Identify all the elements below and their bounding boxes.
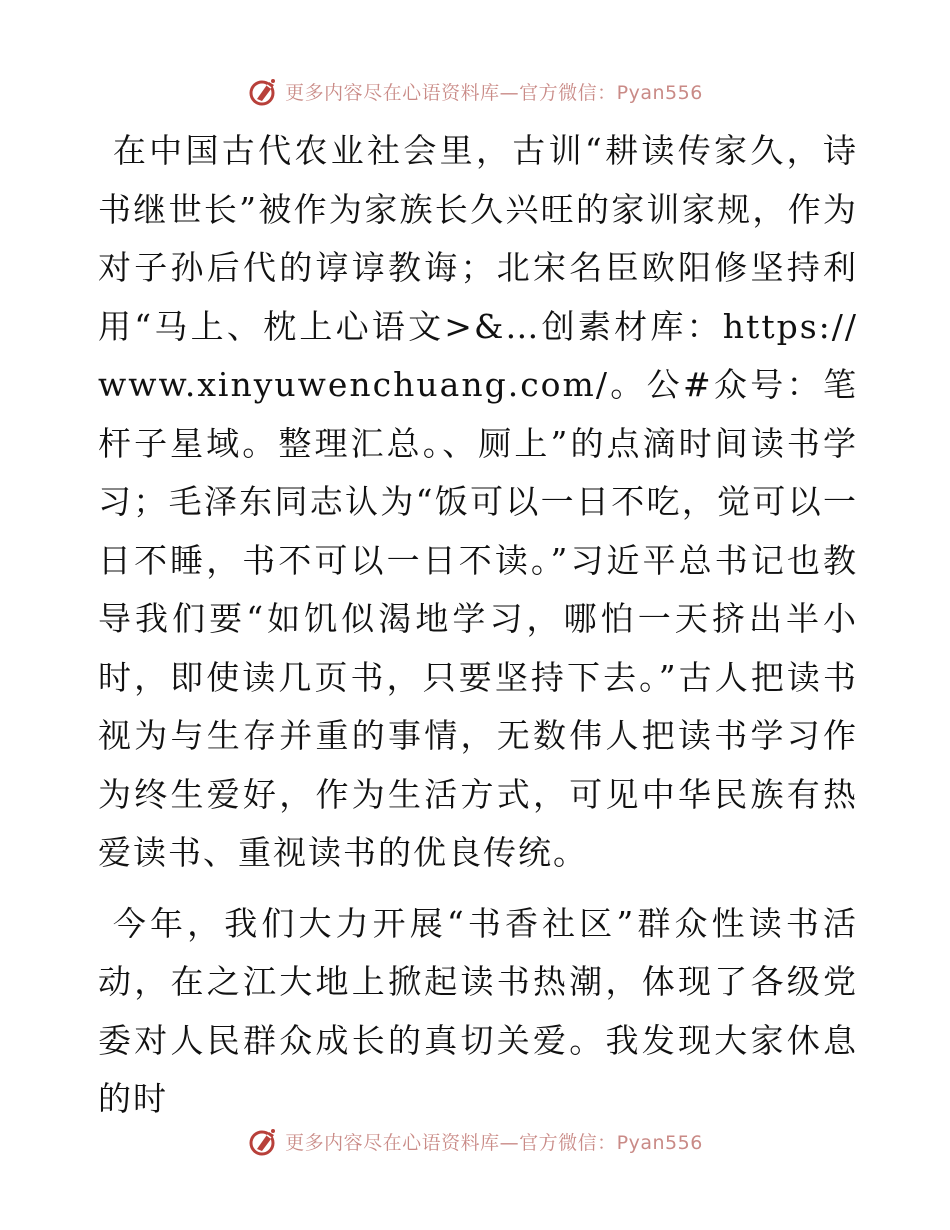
pen-nib-logo-icon [247,74,281,108]
footer-watermark-text: 更多内容尽在心语资料库—官方微信：Pyan556 [285,1131,703,1154]
paragraph-2: 今年，我们大力开展“书香社区”群众性读书活动，在之江大地上掀起读书热潮，体现了各级党委对人民群众成长的真切关爱。我发现大家休息的时 [98,903,858,1118]
document-body [98,122,858,1129]
pen-nib-logo-icon [247,1124,281,1158]
footer-watermark-banner [0,1124,950,1158]
paragraph-1: 在中国古代农业社会里，古训“耕读传家久，诗书继世长”被作为家族长久兴旺的家训家规，作为对子孙后代的谆谆教诲；北宋名臣欧阳修坚持利用“马上、枕上心语文>&…创素材库：https://www.xinyuwenchuang.com/。公#众号：笔杆子星域。整理汇总。、厕上”的点滴时间读书学习；毛泽东同志认为“饭可以一日不吃，觉可以一日不睡，书不可以一日不读。”习近平总书记也教导我们要“如饥似渴地学习，哪怕一天挤出半小时，即使读几页书，只要坚持下去。”古人把读书视为与生存并重的事情，无数伟人把读书学习作为终生爱好，作为生活方式，可见中华民族有热爱读书、重视读书的优良传统。 [98,131,858,872]
header-watermark-banner [0,74,950,108]
header-watermark-text: 更多内容尽在心语资料库—官方微信：Pyan556 [285,81,703,104]
